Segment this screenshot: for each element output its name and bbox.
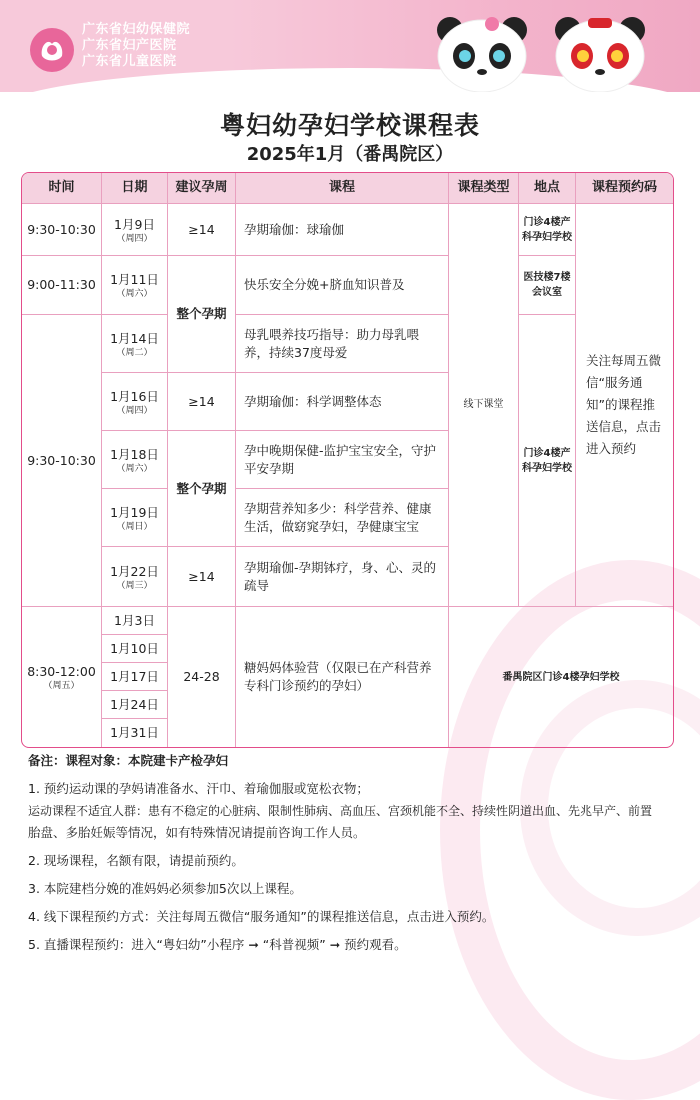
course-cell: 糖妈妈体验营（仅限已在产科营养专科门诊预约的孕妇） <box>236 607 449 747</box>
date-label: 1月22日 <box>110 563 159 579</box>
weekday-label: （周日） <box>116 521 153 532</box>
header-booking-code: 课程预约码 <box>576 173 673 204</box>
weekday-label: （周四） <box>116 233 153 244</box>
date-cell <box>102 489 168 547</box>
page-title: 粤妇幼孕妇学校课程表 <box>219 111 480 140</box>
weeks-cell: ≥14 <box>168 547 236 607</box>
date-label: 1月14日 <box>110 330 159 346</box>
course-cell: 孕中晚期保健-监护宝宝安全，守护平安孕期 <box>236 431 449 489</box>
note-item: 2. 现场课程，名额有限，请提前预约。 <box>28 853 244 868</box>
notes-section <box>28 750 678 956</box>
friday-date-cell: 1月10日 <box>102 635 168 663</box>
course-cell: 孕期瑜伽-孕期钵疗，身、心、灵的疏导 <box>236 547 449 607</box>
course-cell: 快乐安全分娩+脐血知识普及 <box>236 256 449 315</box>
time-cell-friday <box>22 607 102 747</box>
weeks-cell: ≥14 <box>168 204 236 256</box>
hospital-name-2: 广东省妇产医院 <box>82 38 177 53</box>
date-label: 1月11日 <box>110 272 159 287</box>
course-cell: 母乳喂养技巧指导：助力母乳喂养，持续37度母爱 <box>236 315 449 373</box>
date-cell <box>102 256 168 315</box>
date-cell <box>102 547 168 607</box>
note-item: 3. 本院建档分娩的准妈妈必须参加5次以上课程。 <box>28 881 302 896</box>
header-location: 地点 <box>519 173 576 204</box>
friday-date-cell: 1月3日 <box>102 607 168 635</box>
header-course: 课程 <box>236 173 449 204</box>
note-item: 5. 直播课程预约：进入“粤妇幼”小程序 ➞ “科普视频” ➞ 预约观看。 <box>28 937 407 952</box>
course-cell: 孕期营养知多少：科学营养、健康生活，做窈窕孕妇，孕健康宝宝 <box>236 489 449 547</box>
friday-date-cell: 1月24日 <box>102 691 168 719</box>
friday-date-cell: 1月17日 <box>102 663 168 691</box>
weekday-label: （周六） <box>116 463 153 474</box>
time-cell: 9:00-11:30 <box>22 256 102 315</box>
hospital-logo-icon <box>28 26 76 74</box>
friday-location-cell: 番禺院区门诊4楼孕妇学校 <box>502 671 620 683</box>
weekday-label: （周四） <box>116 405 153 416</box>
date-label: 1月9日 <box>114 216 155 232</box>
date-label: 1月19日 <box>110 504 159 520</box>
hospital-name-3: 广东省儿童医院 <box>82 54 177 69</box>
booking-code-cell: 关注每周五微信“服务通知”的课程推送信息，点击进入预约 <box>576 204 673 607</box>
location-cell: 门诊4楼产科孕妇学校 <box>519 315 576 607</box>
date-cell <box>102 204 168 256</box>
date-cell <box>102 431 168 489</box>
note-item: 运动课程不适宜人群：患有不稳定的心脏病、限制性肺病、高血压、宫颈机能不全、持续性阴道出血、先兆早产、前置 <box>28 804 653 818</box>
weekday-label: （周六） <box>116 289 153 299</box>
time-cell: 9:30-10:30 <box>22 315 102 607</box>
header-date: 日期 <box>102 173 168 204</box>
weeks-cell: 整个孕期 <box>168 256 236 373</box>
weeks-cell: 整个孕期 <box>168 431 236 547</box>
header-course-type: 课程类型 <box>449 173 519 204</box>
hospital-name-1: 广东省妇幼保健院 <box>82 22 191 37</box>
weeks-cell: ≥14 <box>168 373 236 431</box>
header-time: 时间 <box>22 173 102 204</box>
course-cell: 孕期瑜伽：科学调整体态 <box>236 373 449 431</box>
weekday-label: （周二） <box>116 347 153 358</box>
friday-date-cell: 1月31日 <box>102 719 168 747</box>
header-weeks: 建议孕周 <box>168 173 236 204</box>
note-item: 1. 预约运动课的孕妈请准备水、汗巾、着瑜伽服或宽松衣物； <box>28 781 369 796</box>
course-cell: 孕期瑜伽：球瑜伽 <box>236 204 449 256</box>
location-cell: 医技楼7楼会议室 <box>519 256 576 315</box>
page-subtitle: 2025年1月（番禺院区） <box>246 144 454 165</box>
time-friday-label: （周五） <box>43 681 80 691</box>
time-friday-range: 8:30-12:00 <box>27 664 96 679</box>
weeks-cell: 24-28 <box>168 607 236 747</box>
weekday-label: （周三） <box>116 580 153 591</box>
panda-mascot-icon <box>430 14 534 92</box>
notes-title: 备注：课程对象：本院建卡产检孕妇 <box>28 753 229 768</box>
panda-mascot-red-icon <box>548 14 652 92</box>
date-cell <box>102 373 168 431</box>
date-label: 1月16日 <box>110 388 159 404</box>
location-cell: 门诊4楼产科孕妇学校 <box>519 204 576 256</box>
note-item: 胎盘、多胎妊娠等情况，如有特殊情况请提前咨询工作人员。 <box>28 825 366 840</box>
hospital-names <box>82 22 190 70</box>
date-cell <box>102 315 168 373</box>
date-label: 1月18日 <box>110 446 159 462</box>
schedule-table <box>21 172 674 748</box>
course-type-cell: 线下课堂 <box>449 204 519 607</box>
note-item: 4. 线下课程预约方式：关注每周五微信“服务通知”的课程推送信息，点击进入预约。 <box>28 909 495 924</box>
time-cell: 9:30-10:30 <box>22 204 102 256</box>
